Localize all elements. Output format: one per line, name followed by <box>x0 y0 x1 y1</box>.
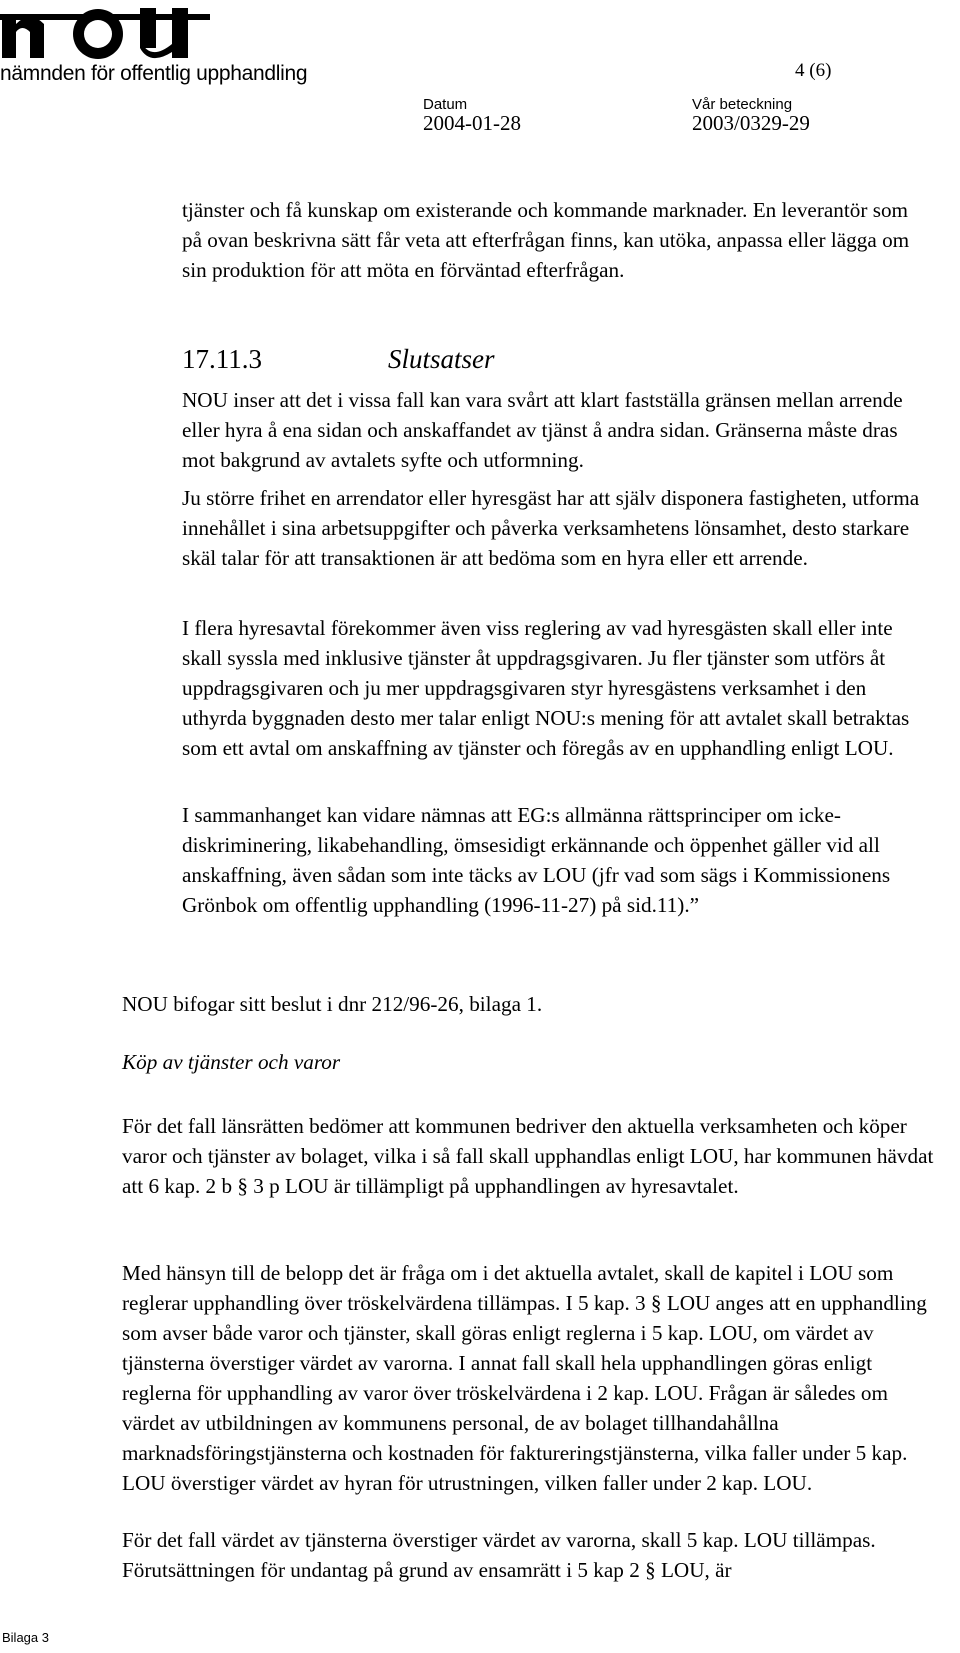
page-number: 4 (6) <box>795 60 832 81</box>
attachment-label: Bilaga 3 <box>2 1630 49 1645</box>
paragraph-conclusion-4: I sammanhanget kan vidare nämnas att EG:s allmänna rättsprinciper om icke-diskriminering, likabehandling, ömsesidigt erkännande och öppenhet gäller vid all anskaffning, även sådan som inte täcks av LOU (jfr vad som sägs i Kommissionens Grönbok om offentlig upphandling (1996-11-27) på sid.11).” <box>182 803 891 917</box>
paragraph-conclusion-1: NOU inser att det i vissa fall kan vara svårt att klart fastställa gränsen mellan arrende eller hyra å ena sidan och anskaffandet av tjänst å andra sidan. Gränserna måste dras mot bakgrund av avtalets syfte och utformning. <box>182 388 903 472</box>
paragraph-intro: tjänster och få kunskap om existerande och kommande marknader. En leverantör som på ovan beskrivna sätt får veta att efterfrågan finns, kan utöka, anpassa eller lägga om sin produktion för att möta en förväntad efterfrågan. <box>182 198 910 282</box>
section-number: 17.11.3 <box>182 344 262 374</box>
reference-label: Vår beteckning <box>692 96 793 113</box>
nou-logo-mark <box>0 0 310 62</box>
paragraph-conclusion-3: I flera hyresavtal förekommer även viss reglering av vad hyresgästen skall eller inte skall syssla med inklusive tjänster åt uppdragsgivaren. Ju fler tjänster som utförs åt uppdragsgivaren och ju mer uppdragsgivaren styr hyresgästens verksamhet i den uthyrda byggnaden desto mer talar enligt NOU:s mening för att avtalet skall betraktas som ett avtal om anskaffning av tjänster och föregås av en upphandling enligt LOU. <box>182 616 910 760</box>
reference-value: 2003/0329-29 <box>692 111 810 135</box>
date-label: Datum <box>423 96 468 113</box>
paragraph-goods-services-2: Med hänsyn till de belopp det är fråga om i det aktuella avtalet, skall de kapitel i LOU som reglerar upphandling över tröskelvärdena tillämpas. I 5 kap. 3 § LOU anges att en upphandling som avser både varor och tjänster, skall göras enligt reglerna i 5 kap. LOU, om värdet av tjänsterna överstiger värdet av varorna. I annat fall skall hela upphandlingen göras enligt reglerna för upphandling av varor över tröskelvärdena i 2 kap. LOU. Frågan är således om värdet av utbildningen av kommunens personal, de av bolaget tillhandahållna marknadsföringstjänsterna och kostnaden för faktureringstjänsterna, vilka faller under 5 kap. LOU överstiger värdet av hyran för utrustningen, vilken faller under 2 kap. LOU. <box>122 1261 927 1495</box>
date-value: 2004-01-28 <box>423 111 521 135</box>
nou-logo <box>0 0 310 92</box>
subheading: Köp av tjänster och varor <box>122 1050 341 1074</box>
logo-subtitle: nämnden för offentlig upphandling <box>0 62 308 85</box>
paragraph-conclusion-2: Ju större frihet en arrendator eller hyresgäst har att själv disponera fastigheten, utforma innehållet i sina arbetsuppgifter och påverka verksamhetens lönsamhet, desto starkare skäl talar för att transaktionen är att bedöma som en hyra eller ett arrende. <box>182 486 920 570</box>
paragraph-goods-services-1: För det fall länsrätten bedömer att kommunen bedriver den aktuella verksamheten och köper varor och tjänster av bolaget, vilka i så fall skall upphandlas enligt LOU, har kommunen hävdat att 6 kap. 2 b § 3 p LOU är tillämpligt på upphandlingen av hyresavtalet. <box>122 1114 934 1198</box>
paragraph-goods-services-3: För det fall värdet av tjänsterna överstiger värdet av varorna, skall 5 kap. LOU tillämpas. Förutsättningen för undantag på grund av ensamrätt i 5 kap 2 § LOU, är <box>122 1528 876 1582</box>
section-title: Slutsatser <box>388 344 495 374</box>
paragraph-attachment-note: NOU bifogar sitt beslut i dnr 212/96-26, bilaga 1. <box>122 992 543 1016</box>
